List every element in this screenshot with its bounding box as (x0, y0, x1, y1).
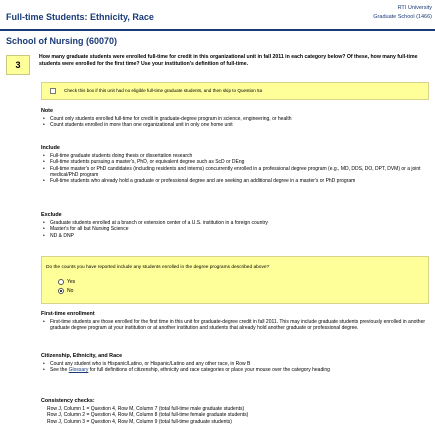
note-list (41, 116, 431, 128)
degree-question-box (41, 256, 429, 304)
list-item: • First-time students are those enrolled for the first time in this unit for graduate-degree credit in fall 2011. This may include graduate students previously enrolled in another graduate degree program at your institution or at another institution and students that already hold another graduate or professional degree. (41, 319, 431, 331)
list-item: • Full-time master's or PhD candidates (including residents and interns) concurrently enrolled in a professional degree program (e.g., MD, DDS, DO, DPT, DVM) or a joint medical/PhD program (41, 166, 431, 178)
first-time-section (41, 311, 431, 332)
skip-checkbox-label: Check this box if this unit had no eligible full-time graduate students, and then skip to Question 5a (64, 88, 263, 93)
list-item: • ND & DNP (41, 233, 431, 239)
citizenship-section (41, 353, 431, 374)
page-title: Full-time Students: Ethnicity, Race (6, 12, 154, 22)
list-item: • Count any student who is Hispanic/Latino, or Hispanic/Latino and any other race, in Row B (41, 361, 431, 367)
yes-radio[interactable] (58, 279, 64, 285)
include-list (41, 153, 431, 184)
page-header (0, 0, 435, 28)
note-heading: Note (41, 108, 53, 114)
glossary-pre: See the (50, 367, 68, 374)
school-title: School of Nursing (60070) (6, 36, 118, 46)
list-item: • Graduate students enrolled at a branch or extension center of a U.S. institution in a foreign country (41, 220, 431, 226)
degree-question-text: Do the counts you have reported include any students enrolled in the degree programs described above? (46, 265, 270, 270)
exclude-list (41, 220, 431, 239)
consistency-heading: Consistency checks: (41, 398, 95, 404)
skip-checkbox[interactable] (50, 88, 56, 94)
list-item: • Count only students enrolled full-time for credit in graduate-degree program in science, engineering, or health (41, 116, 431, 122)
list-item (41, 367, 431, 373)
glossary-link[interactable]: Glossary (68, 367, 89, 374)
list-item: • Master's for all but Nursing Science (41, 226, 431, 232)
question-number-badge: 3 (6, 55, 30, 75)
exclude-section (41, 212, 431, 239)
list-item: • Count students enrolled in more than one organizational unit in only one home unit (41, 122, 431, 128)
institution-info (373, 4, 432, 22)
exclude-heading: Exclude (41, 212, 62, 218)
yes-radio-label: Yes (67, 279, 76, 285)
first-time-list (41, 319, 431, 331)
unit-name: Graduate School (1466) (373, 14, 432, 20)
glossary-post: for full definitions of citizenship, ethnicity and race categories or place your mouse over the category heading (89, 367, 330, 374)
list-item: • Full-time students who already hold a graduate or professional degree and are seeking an additional degree in a master's or PhD program (41, 178, 431, 184)
consistency-line: Row J, Column 1 = Question 4, Row M, Column 7 (total full-time male graduate students) (47, 406, 245, 413)
include-heading: Include (41, 145, 60, 151)
first-time-heading: First-time enrollment (41, 311, 95, 317)
include-section (41, 145, 431, 184)
list-item: • Full-time students pursuing a master's, PhD, or equivalent degree such as ScD or DEng (41, 159, 431, 165)
institution-name: RTI University (397, 5, 432, 11)
consistency-line: Row J, Column 3 = Question 4, Row M, Column 9 (total full-time graduate students) (47, 418, 232, 425)
skip-checkbox-row[interactable] (41, 82, 429, 100)
no-radio-label: No (67, 288, 74, 294)
consistency-list (41, 406, 431, 425)
note-section (41, 108, 431, 129)
citizenship-list (41, 361, 431, 373)
citizenship-heading: Citizenship, Ethnicity, and Race (41, 353, 123, 359)
consistency-line: Row J, Column 2 = Question 4, Row M, Column 8 (total full-time female graduate students) (47, 412, 249, 419)
list-item: • Full-time graduate students doing thesis or dissertation research (41, 153, 431, 159)
no-radio[interactable] (58, 288, 64, 294)
header-divider (0, 29, 435, 31)
question-text: How many graduate students were enrolled full-time for credit in this organizational unit in fall 2011 in each category below? Of these, how many full-time students were enrolled for the first time? Use your institution's definition of full-time. (39, 54, 418, 67)
consistency-section (41, 398, 431, 425)
